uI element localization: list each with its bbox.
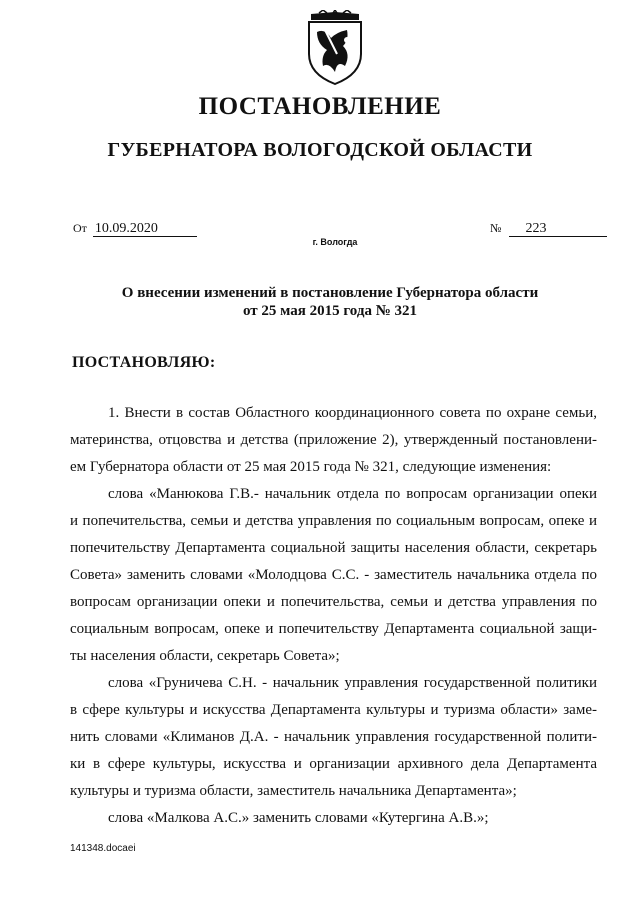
date-row <box>73 220 197 237</box>
subject-line: от 25 мая 2015 года № 321 <box>242 303 418 319</box>
body-line: ки в сфере культуры, искусства и организации архивного дела Департамента <box>70 756 597 772</box>
body-line: слова «Манюкова Г.В.- начальник отдела по вопросам организации опеки <box>108 486 597 502</box>
document-subtitle: ГУБЕРНАТОРА ВОЛОГОДСКОЙ ОБЛАСТИ <box>107 139 533 161</box>
body-line: слова «Груничева С.Н. - начальник управления государственной политики <box>108 675 597 691</box>
body-line: в сфере культуры и искусства Департамента культуры и туризма области» заме- <box>70 702 597 718</box>
document-body <box>70 400 597 832</box>
number-row <box>490 220 607 237</box>
body-line: вопросам организации опеки и попечительства, семьи и детства управления по <box>70 594 597 610</box>
body-line: нить словами «Климанов Д.А. - начальник управления государственной полити- <box>70 729 597 745</box>
date-prefix: От <box>73 221 87 235</box>
body-line: попечительству Департамента социальной защиты населения области, секретарь <box>70 540 597 556</box>
body-line: Совета» заменить словами «Молодцова С.С. - заместитель начальника отдела по <box>70 567 597 583</box>
body-line: ты населения области, секретарь Совета»; <box>70 648 340 664</box>
body-line: культуры и туризма области, заместитель начальника Департамента»; <box>70 783 517 799</box>
body-line: ем Губернатора области от 25 мая 2015 года № 321, следующие изменения: <box>70 459 552 475</box>
body-line: социальным вопросам, опеке и попечительству Департамента социальной защи- <box>70 621 597 637</box>
document-title: ПОСТАНОВЛЕНИЕ <box>198 93 442 120</box>
number-prefix: № <box>490 221 502 235</box>
body-line: и попечительства, семьи и детства управления по социальным вопросам, опеке и <box>70 513 597 529</box>
coat-of-arms-emblem <box>303 10 367 86</box>
city-label: г. Вологда <box>312 237 358 247</box>
document-file-id: 141348.docaei <box>70 843 136 854</box>
document-date: 10.09.2020 <box>93 221 197 237</box>
subject-line: О внесении изменений в постановление Губернатора области <box>121 285 539 301</box>
document-subject <box>0 284 640 320</box>
document-number: 223 <box>509 221 607 237</box>
decree-heading: ПОСТАНОВЛЯЮ: <box>72 354 216 371</box>
body-line: слова «Малкова А.С.» заменить словами «Кутергина А.В.»; <box>108 810 489 826</box>
body-line: 1. Внести в состав Областного координационного совета по охране семьи, <box>108 405 597 421</box>
body-line: материнства, отцовства и детства (приложение 2), утвержденный постановлени- <box>70 432 597 448</box>
